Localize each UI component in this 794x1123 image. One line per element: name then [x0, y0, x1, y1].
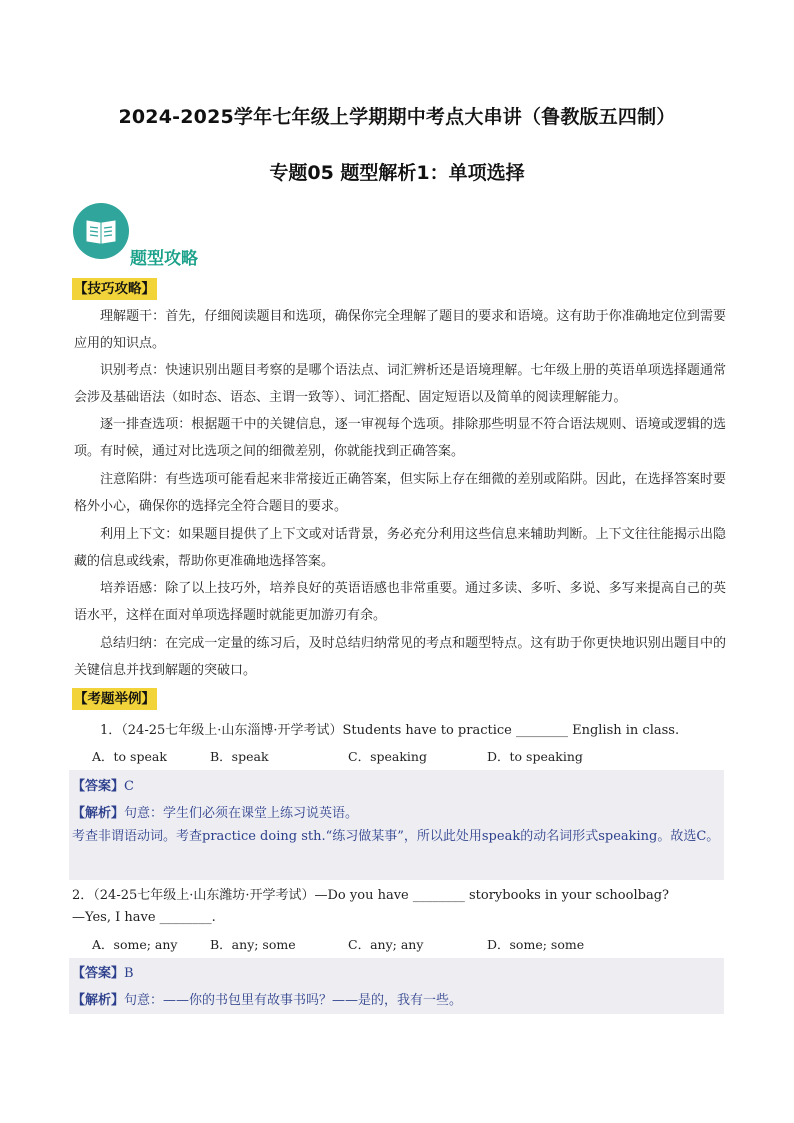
- examples-tag: 【考题举例】: [72, 688, 157, 710]
- q1-option-c: C．speaking: [348, 749, 427, 764]
- q2-option-b: B．any; some: [210, 937, 296, 952]
- document-subtitle: 专题05 题型解析1：单项选择: [269, 162, 525, 184]
- answer-value: B: [124, 966, 134, 981]
- tip-item: 总结归纳：在完成一定量的练习后，及时总结归纳常见的考点和题型特点。这有助于你更快地识别出题目中的关键信息并找到解题的突破口。: [74, 636, 726, 678]
- book-icon: [73, 203, 129, 259]
- tip-item: 注意陷阱：有些选项可能看起来非常接近正确答案，但实际上存在细微的差别或陷阱。因此，在选择答案时要格外小心，确保你的选择完全符合题目的要求。: [74, 472, 726, 514]
- analysis-label: 【解析】: [72, 806, 125, 821]
- answer-value: C: [124, 779, 134, 794]
- tip-item: 识别考点：快速识别出题目考察的是哪个语法点、词汇辨析还是语境理解。七年级上册的英语单项选择题通常会涉及基础语法（如时态、语态、主谓一致等）、词汇搭配、固定短语以及简单的阅读理解能力。: [74, 363, 726, 405]
- analysis-text: 句意：——你的书包里有故事书吗？——是的，我有一些。: [124, 993, 463, 1008]
- q2-analysis: [72, 989, 462, 1008]
- question-1-stem: 1．（24-25七年级上·山东淄博·开学考试）Students have to practice ________ English in class.: [100, 723, 680, 738]
- tip-item: 培养语感：除了以上技巧外，培养良好的英语语感也非常重要。通过多读、多听、多说、多写来提高自己的英语水平，这样在面对单项选择题时就能更加游刃有余。: [74, 581, 726, 623]
- question-2-stem-reply: —Yes, I have ________.: [72, 910, 216, 925]
- q2-option-c: C．any; any: [348, 937, 424, 952]
- question-2-stem: 2．（24-25七年级上·山东潍坊·开学考试）—Do you have ________ storybooks in your schoolbag?: [72, 888, 669, 903]
- tip-item: 逐一排查选项：根据题干中的关键信息，逐一审视每个选项。排除那些明显不符合语法规则、语境或逻辑的选项。有时候，通过对比选项之间的细微差别，你就能找到正确答案。: [74, 417, 726, 459]
- q1-option-d: D．to speaking: [487, 749, 583, 764]
- q1-answer: [72, 775, 134, 794]
- q1-option-a: A．to speak: [92, 749, 167, 764]
- tip-item: 理解题干：首先，仔细阅读题目和选项，确保你完全理解了题目的要求和语境。这有助于你准确地定位到需要应用的知识点。: [74, 309, 726, 351]
- analysis-text: 句意：学生们必须在课堂上练习说英语。: [124, 806, 359, 821]
- answer-label: 【答案】: [72, 779, 125, 794]
- q2-answer: [72, 962, 134, 981]
- analysis-label: 【解析】: [72, 993, 125, 1008]
- section-label: 题型攻略: [130, 249, 198, 269]
- q2-option-a: A．some; any: [92, 937, 178, 952]
- document-title: 2024-2025学年七年级上学期期中考点大串讲（鲁教版五四制）: [118, 106, 676, 128]
- q2-option-d: D．some; some: [487, 937, 585, 952]
- q1-analysis: [72, 802, 358, 821]
- tip-item: 利用上下文：如果题目提供了上下文或对话背景，务必充分利用这些信息来辅助判断。上下文往往能揭示出隐藏的信息或线索，帮助你更准确地选择答案。: [74, 527, 726, 569]
- tips-tag: 【技巧攻略】: [72, 278, 157, 300]
- q1-option-b: B．speak: [210, 749, 269, 764]
- q1-explanation: 考查非谓语动词。考查practice doing sth.“练习做某事”，所以此处用speak的动名词形式speaking。故选C。: [72, 829, 720, 844]
- answer-label: 【答案】: [72, 966, 125, 981]
